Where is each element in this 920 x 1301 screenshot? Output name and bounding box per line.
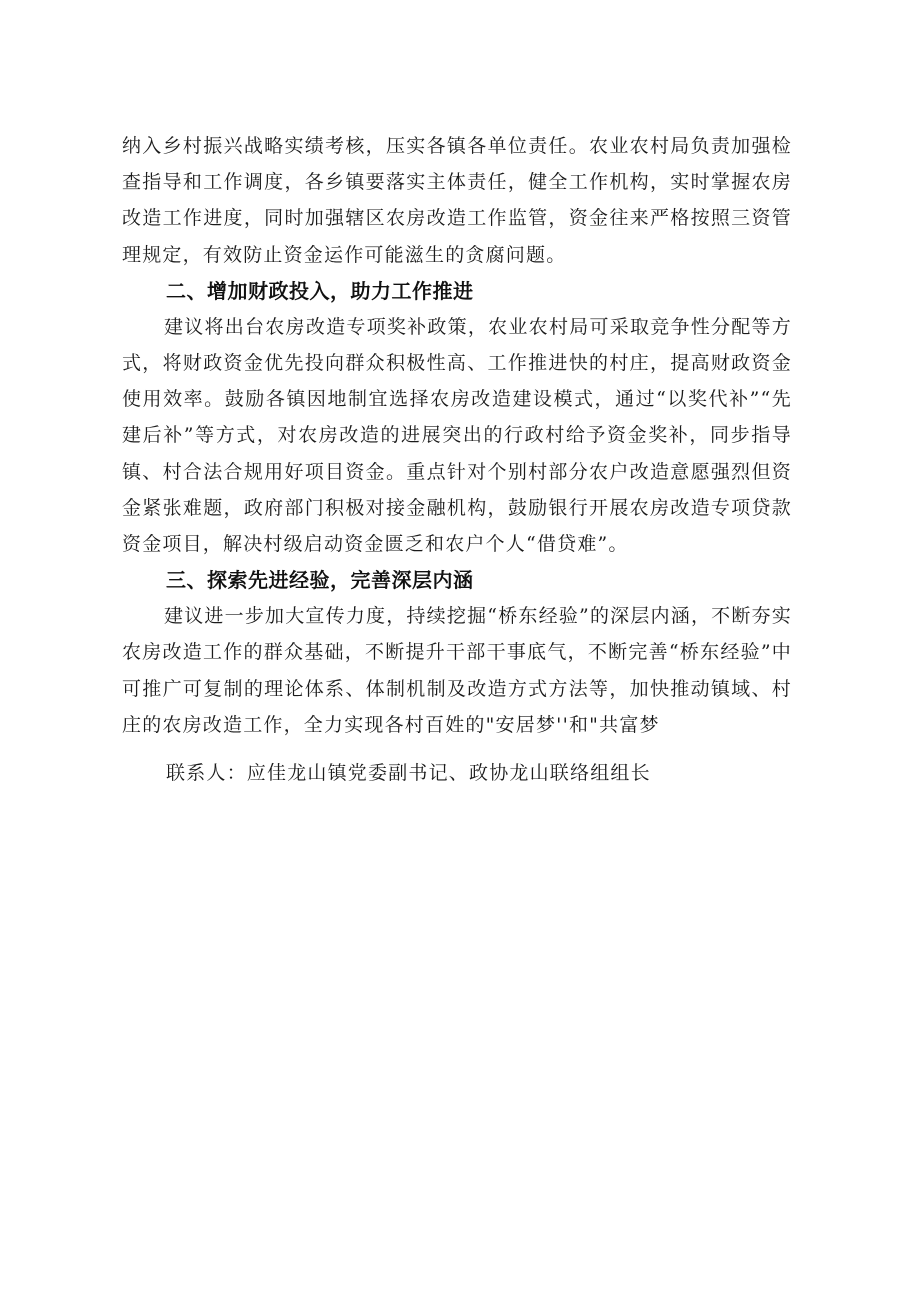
section-heading-fiscal: 二、增加财政投入，助力工作推进	[166, 278, 474, 303]
section-heading-experience: 三、探索先进经验，完善深层内涵	[166, 568, 474, 593]
paragraph-responsibility: 纳入乡村振兴战略实绩考核，压实各镇各单位责任。农业农村局负责加强检查指导和工作调度，各乡镇要落实主体责任，健全工作机构，实时掌握农房改造工作进度，同时加强辖区农房改造工作监管，资金往来严格按照三资管理规定，有效防止资金运作可能滋生的贪腐问题。	[122, 135, 792, 266]
paragraph-fiscal: 建议将出台农房改造专项奖补政策，农业农村局可采取竞争性分配等方式，将财政资金优先投向群众积极性高、工作推进快的村庄，提高财政资金使用效率。鼓励各镇因地制宜选择农房改造建设模式，通过“以奖代补”“先建后补”等方式，对农房改造的进展突出的行政村给予资金奖补，同步指导镇、村合法合规用好项目资金。重点针对个别村部分农户改造意愿强烈但资金紧张难题，政府部门积极对接金融机构，鼓励银行开展农房改造专项贷款资金项目，解决村级启动资金匮乏和农户个人“借贷难”。	[122, 315, 792, 556]
document-page	[122, 128, 792, 791]
paragraph-experience: 建议进一步加大宣传力度，持续挖掘“桥东经验”的深层内涵，不断夯实农房改造工作的群众基础，不断提升干部干事底气，不断完善“桥东经验”中可推广可复制的理论体系、体制机制及改造方式方法等，加快推动镇域、村庄的农房改造工作，全力实现各村百姓的"安居梦''和"共富梦	[122, 605, 792, 736]
contact-line: 联系人：应佳龙山镇党委副书记、政协龙山联络组组长	[166, 762, 651, 785]
